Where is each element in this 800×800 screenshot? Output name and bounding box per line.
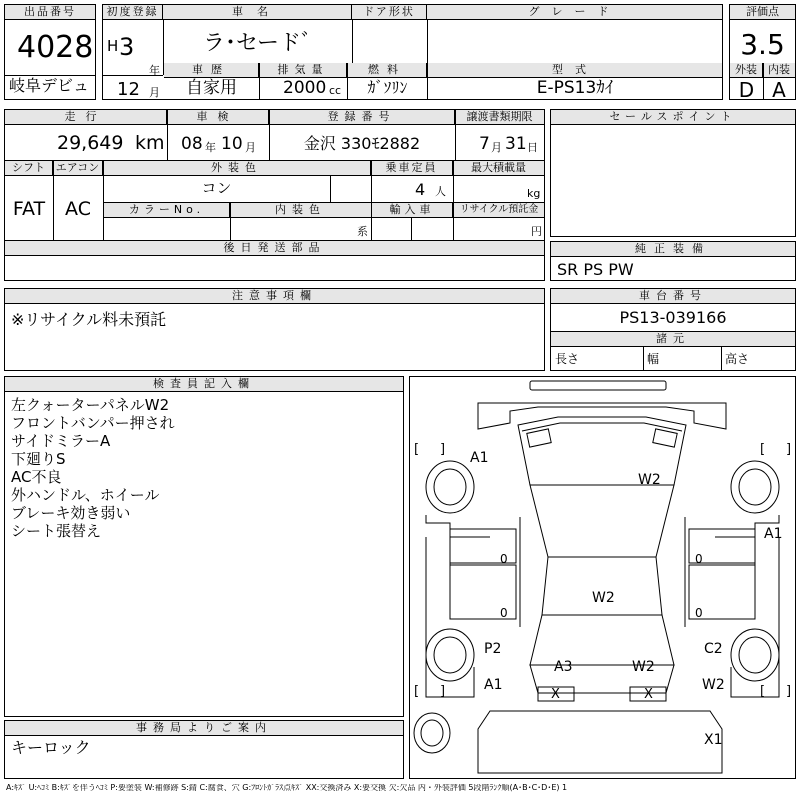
inspector-note: 左クォーターパネルW2 <box>11 396 170 414</box>
bracket: ] <box>786 442 792 457</box>
mark-rear-bumper: X1 <box>704 732 723 748</box>
displacement-value: 2000 <box>283 78 327 98</box>
recycle-unit: 円 <box>531 225 542 238</box>
recycle-label: リサイクル預託金 <box>454 203 544 218</box>
car-name-label: 車名 <box>163 5 352 20</box>
car-name: ラ･セードﾞ <box>202 31 313 56</box>
mileage-value: 29,649 <box>57 132 124 154</box>
mileage-unit: km <box>135 132 165 154</box>
bracket: [ <box>414 442 420 457</box>
inspector-note: AC不良 <box>11 468 62 486</box>
interior-grade: A <box>772 78 786 102</box>
fuel-value: ｶﾞｿﾘﾝ <box>367 78 408 97</box>
inspector-note: サイドミラーA <box>11 432 111 450</box>
model-label: 型式 <box>428 63 722 78</box>
mark-trunk-left: A3 <box>554 659 573 675</box>
year-suffix: 年 <box>149 64 160 77</box>
transfer-label: 譲渡書類期限 <box>455 110 544 125</box>
transfer-day-unit: 日 <box>527 141 538 154</box>
genuine-text: SR PS PW <box>557 260 634 279</box>
mark-left-quarter: A1 <box>484 677 503 693</box>
mark-left-door-rear: 0 <box>500 606 508 620</box>
mark-right-quarter: W2 <box>702 677 725 693</box>
model-value: E-PS13ｶｲ <box>536 78 614 98</box>
caution-text: ※リサイクル料未預託 <box>11 310 167 329</box>
inspector-note: フロントバンパー押され <box>11 414 175 432</box>
mark-lamp-right: X <box>644 687 653 702</box>
fuel-label: 燃料 <box>348 63 427 78</box>
height-label: 高さ <box>725 352 750 366</box>
lot-number: 4028 <box>17 30 94 65</box>
ac-label: エアコン <box>53 161 103 176</box>
specs-box <box>4 109 545 281</box>
mark-left-rear-tire: P2 <box>484 641 502 657</box>
mark-right-front-fender: A1 <box>764 526 783 542</box>
door-label: ドア形状 <box>352 5 427 20</box>
capacity-unit: 人 <box>435 185 446 198</box>
chassis-value: PS13-039166 <box>619 308 727 327</box>
chassis-box <box>550 288 796 371</box>
chassis-label: 車台番号 <box>551 289 795 304</box>
mark-right-door-rear: 0 <box>695 606 703 620</box>
score-box <box>729 4 796 100</box>
mark-lamp-left: X <box>551 687 560 702</box>
mark-roof: W2 <box>592 590 615 606</box>
history-label: 車歴 <box>164 63 259 78</box>
legend: A:ｷｽﾞ U:ﾍｺﾐ B:ｷｽﾞを伴うﾍｺﾐ P:要塗装 W:補修跡 S:錆 C:腐食、穴 G:ﾌﾛﾝﾄｶﾞﾗｽ点ｷｽﾞ XX:交換済み X:要交換 欠:欠品 内・外装評価 5段階ﾗﾝｸ順(A･B･C･D･E) 1 <box>6 784 568 792</box>
color-value: コン <box>201 179 232 197</box>
maxload-label: 最大積載量 <box>453 161 544 176</box>
mark-left-door-front: 0 <box>500 552 508 566</box>
reg-year: 3 <box>119 33 135 61</box>
bracket: [ <box>760 442 766 457</box>
import-label: 輸入車 <box>372 203 453 218</box>
venue-name: 岐阜デビュ <box>9 76 90 95</box>
length-label: 長さ <box>555 352 580 366</box>
caution-label: 注意事項欄 <box>5 289 544 304</box>
ac-value: AC <box>65 198 91 220</box>
inspector-notes <box>11 396 175 540</box>
history-value: 自家用 <box>186 78 237 98</box>
exterior-label: 外装 <box>730 63 763 78</box>
inspector-note: シート張替え <box>11 522 102 540</box>
displacement-label: 排気量 <box>260 63 347 78</box>
transfer-month-unit: 月 <box>491 141 502 154</box>
interior-color-unit: 系 <box>357 225 368 238</box>
lot-number-box <box>4 4 96 100</box>
month-suffix: 月 <box>149 86 160 99</box>
score-value: 3.5 <box>740 28 785 61</box>
transfer-month: 7 <box>479 134 490 154</box>
inspection-year: 08 <box>181 134 203 154</box>
damage-diagram <box>409 376 796 779</box>
dims-label: 諸元 <box>551 332 795 347</box>
reg-month: 12 <box>117 79 140 100</box>
capacity-label: 乗車定員 <box>371 161 453 176</box>
mark-right-rear-tire: C2 <box>704 641 723 657</box>
plate-label: 登録番号 <box>269 110 455 125</box>
displacement-unit: cc <box>329 84 342 97</box>
interior-label: 内装 <box>763 63 795 78</box>
inspector-note: 外ハンドル、ホイール <box>11 486 160 504</box>
mileage-label: 走行 <box>5 110 167 125</box>
bracket: [ <box>414 684 420 699</box>
bracket: ] <box>786 684 792 699</box>
mark-front-left-tire: A1 <box>470 450 489 466</box>
shift-label: シフト <box>5 161 53 176</box>
color-label: 外装色 <box>103 161 371 176</box>
sales-points-box <box>550 109 796 237</box>
capacity-value: 4 <box>415 180 426 199</box>
transfer-day: 31 <box>505 134 527 154</box>
reg-era: H <box>107 37 119 55</box>
vehicle-summary <box>102 4 723 100</box>
score-label: 評価点 <box>730 5 795 20</box>
inspector-note: 下廻りS <box>11 450 66 468</box>
exterior-grade: D <box>738 78 755 102</box>
office-text: キーロック <box>11 738 91 757</box>
inspector-box <box>4 376 404 717</box>
inspection-year-unit: 年 <box>205 141 216 154</box>
first-reg-label: 初度登録 <box>103 5 163 20</box>
inspection-label: 車検 <box>167 110 269 125</box>
mark-right-door-front: 0 <box>695 552 703 566</box>
inspection-month: 10 <box>221 134 243 154</box>
sales-points-label: セールスポイント <box>551 110 795 125</box>
bracket: [ <box>760 684 766 699</box>
grade-label: グレード <box>427 5 722 20</box>
color-no-label: カラーNo. <box>104 203 230 218</box>
lot-number-label: 出品番号 <box>5 5 95 20</box>
interior-color-label: 内装色 <box>230 203 371 218</box>
car-outline <box>410 377 795 778</box>
office-label: 事務局よりご案内 <box>5 721 403 736</box>
bracket: ] <box>440 684 446 699</box>
caution-box <box>4 288 545 371</box>
inspector-label: 検査員記入欄 <box>5 377 403 392</box>
width-label: 幅 <box>647 352 660 366</box>
shift-value: FAT <box>12 198 46 220</box>
bracket: ] <box>440 442 446 457</box>
genuine-label: 純正装備 <box>551 242 795 257</box>
maxload-unit: kg <box>527 187 541 200</box>
mark-hood: W2 <box>638 472 661 488</box>
office-box <box>4 720 404 779</box>
plate-value: 金沢 330ﾓ2882 <box>303 134 421 153</box>
genuine-equipment-box <box>550 241 796 281</box>
inspector-note: ブレーキ効き弱い <box>11 504 131 522</box>
inspection-month-unit: 月 <box>245 141 256 154</box>
later-parts-label: 後日発送部品 <box>5 241 544 256</box>
mark-trunk-right: W2 <box>632 659 655 675</box>
